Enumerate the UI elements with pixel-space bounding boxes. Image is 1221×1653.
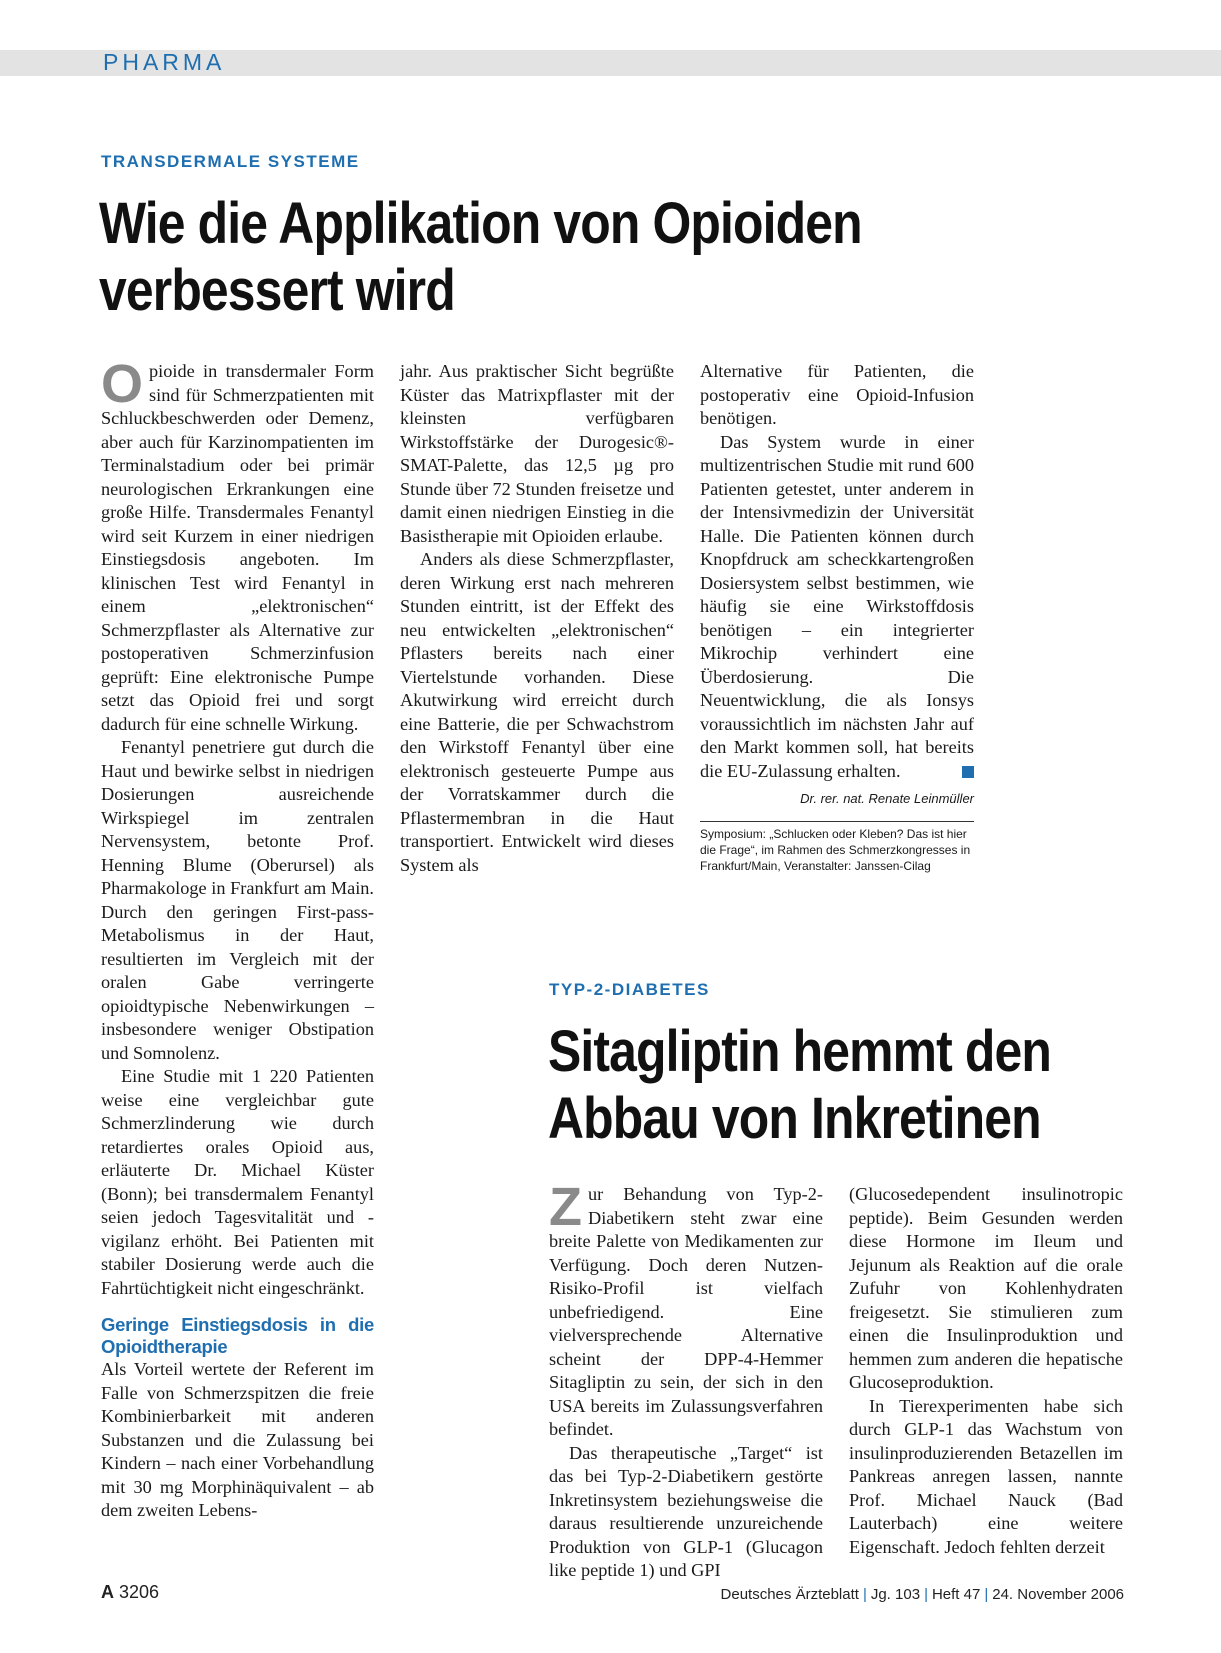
article1-column-3 (700, 360, 974, 874)
article1-title-line1: Wie die Applikation von Opioiden (99, 191, 862, 256)
section-label: PHARMA (103, 49, 226, 75)
article2-column-2 (849, 1183, 1123, 1559)
note-divider (700, 821, 974, 822)
article1-paragraph: jahr. Aus praktischer Sicht begrüßte Küster das Matrixpflaster mit der kleinsten verfügbaren Wirkstoffstärke der Durogesic®-SMAT-Palette, das 12,5 µg pro Stunde über 72 Stunden freisetze und damit einen niedrigen Einstieg in die Basistherapie mit Opioiden erlaube. (400, 361, 674, 546)
footer-separator: | (862, 1586, 867, 1603)
article1-title-line2: verbessert wird (99, 258, 455, 323)
article1-paragraph: Eine Studie mit 1 220 Patienten weise eine vergleichbar gute Schmerzlinderung wie durch retardiertes orales Opioid aus, erläuterte Dr. Michael Küster (Bonn); bei transdermalem Fenantyl seien jedoch Tagesvitalität und -vigilanz erhöht. Bei Patienten mit stabiler Dosierung werde auch die Fahrtüchtigkeit nicht eingeschränkt. (101, 1066, 374, 1298)
article2-title (548, 1018, 1051, 1152)
article1-subheading: Geringe Einstiegsdosis in die Opioidtherapie (101, 1314, 374, 1357)
symposium-note: Symposium: „Schlucken oder Kleben? Das ist hier die Frage“, im Rahmen des Schmerzkongresses in Frankfurt/Main, Veranstalter: Janssen-Cilag (700, 826, 971, 873)
article1-paragraph: Anders als diese Schmerzpflaster, deren Wirkung erst nach mehreren Stunden eintritt, ist der Effekt des neu entwickelten „elektronischen“ Pflasters bereits nach einer Viertelstunde vorhanden. Diese Akutwirkung wird erreicht durch eine Batterie, die per Schwachstrom den Wirkstoff Fenantyl über eine elektronisch gesteuerte Pumpe aus der Vorratskammer durch die Pflastermembran in die Haut transportiert. Entwickelt wird dieses System als (400, 549, 674, 875)
footer-separator: | (984, 1586, 989, 1603)
footer-separator: | (924, 1586, 928, 1603)
article2-column-1 (549, 1177, 823, 1583)
article2-paragraph: ur Behandung von Typ-2-Diabetikern steht zwar eine breite Palette von Medikamenten zur Verfügung. Doch deren Nutzen-Risiko-Profil ist vielfach unbefriedigend. Eine vielversprechende Alternative scheint der DPP-4-Hemmer Sitagliptin zu sein, der sich in den USA bereits im Zulassungsverfahren befindet. (549, 1184, 823, 1439)
page-number (101, 1582, 159, 1603)
article1-title (99, 190, 862, 324)
article1-column-2 (400, 360, 674, 877)
article1-paragraph: Alternative für Patienten, die postoperativ eine Opioid-Infusion benötigen. (700, 361, 974, 428)
article2-paragraph: In Tierexperimenten habe sich durch GLP-1 das Wachstum von insulinproduzierenden Betazellen im Pankreas anregen lassen, nannte Prof. Michael Nauck (Bad Lauterbach) eine weitere Eigenschaft. Jedoch fehlten derzeit (849, 1395, 1123, 1557)
end-mark-icon (962, 766, 974, 778)
article2-dropcap: Z (549, 1177, 582, 1237)
article2-kicker: TYP-2-DIABETES (549, 980, 710, 999)
article2-paragraph: Das therapeutische „Target“ ist das bei Typ-2-Diabetikern gestörte Inkretinsystem beziehungsweise die daraus resultierende unzureichende Produktion von GLP-1 (Glucagon like peptide 1) und GPI (549, 1442, 823, 1580)
article1-kicker: TRANSDERMALE SYSTEME (101, 152, 360, 171)
journal-issue: Heft 47 (931, 1586, 981, 1603)
article1-paragraph: pioide in transdermaler Form sind für Schmerzpatienten mit Schluckbeschwerden oder Demenz, aber auch für Karzinompatienten im Terminalstadium oder bei primär neurologischen Erkrankungen eine große Hilfe. Transdermales Fenantyl wird seit Kurzem in einer niedrigen Einstiegsdosis angeboten. Im klinischen Test wird Fenantyl in einem „elektronischen“ Schmerzpflaster als Alternative zur postoperativen Schmerzinfusion geprüft: Eine elektronische Pumpe setzt das Opioid frei und sorgt dadurch für eine schnelle Wirkung. (101, 361, 374, 734)
article1-paragraph: Das System wurde in einer multizentrischen Studie mit rund 600 Patienten getestet, unter anderem in der Intensivmedizin der Universität Halle. Die Patienten können durch Knopfdruck am scheckkartengroßen Dosiersystem selbst bestimmen, wie häufig sie eine Wirkstoffdosis benötigen – ein integrierter Mikrochip verhindert eine Überdosierung. Die Neuentwicklung, die als Ionsys voraussichtlich im nächsten Jahr auf den Markt kommen soll, hat bereits die EU-Zulassung erhalten. (700, 431, 974, 781)
article2-title-line2: Abbau von Inkretinen (548, 1086, 1041, 1151)
journal-name: Deutsches Ärzteblatt (720, 1586, 859, 1603)
author-byline: Dr. rer. nat. Renate Leinmüller (800, 791, 974, 806)
article1-column-1 (101, 354, 374, 1523)
article1-paragraph: Fenantyl penetriere gut durch die Haut und bewirke selbst in niedrigen Dosierungen ausreichende Wirkspiegel im zentralen Nervensystem, betonte Prof. Henning Blume (Oberursel) als Pharmakologe in Frankfurt am Main. Durch den geringen First-pass-Metabolismus in der Haut, resultierten im Vergleich mit der oralen Gabe verringerte opioidtypische Nebenwirkungen – insbesondere weniger Obstipation und Somnolenz. (101, 737, 374, 1063)
article1-dropcap: O (101, 354, 144, 414)
article2-paragraph: (Glucosedependent insulinotropic peptide). Beim Gesunden werden diese Hormone im Ileum und Jejunum als Reaktion auf die orale Zufuhr von Kohlenhydraten freigesetzt. Sie stimulieren zum einen die Insulinproduktion und hemmen zum anderen die hepatische Glucoseproduktion. (849, 1184, 1123, 1392)
article1-paragraph: Als Vorteil wertete der Referent im Falle von Schmerzspitzen die freie Kombinierbarkeit mit anderen Substanzen und die Zulassung bei Kindern – nach einer Vorbehandlung mit 30 mg Morphinäquivalent – ab dem zweiten Lebens- (101, 1359, 374, 1520)
journal-volume: Jg. 103 (870, 1586, 921, 1603)
page-number-value: 3206 (119, 1582, 160, 1602)
journal-footer (721, 1586, 1124, 1603)
article2-title-line1: Sitagliptin hemmt den (548, 1019, 1051, 1084)
journal-date: 24. November 2006 (992, 1586, 1124, 1603)
page-prefix: A (101, 1582, 114, 1602)
